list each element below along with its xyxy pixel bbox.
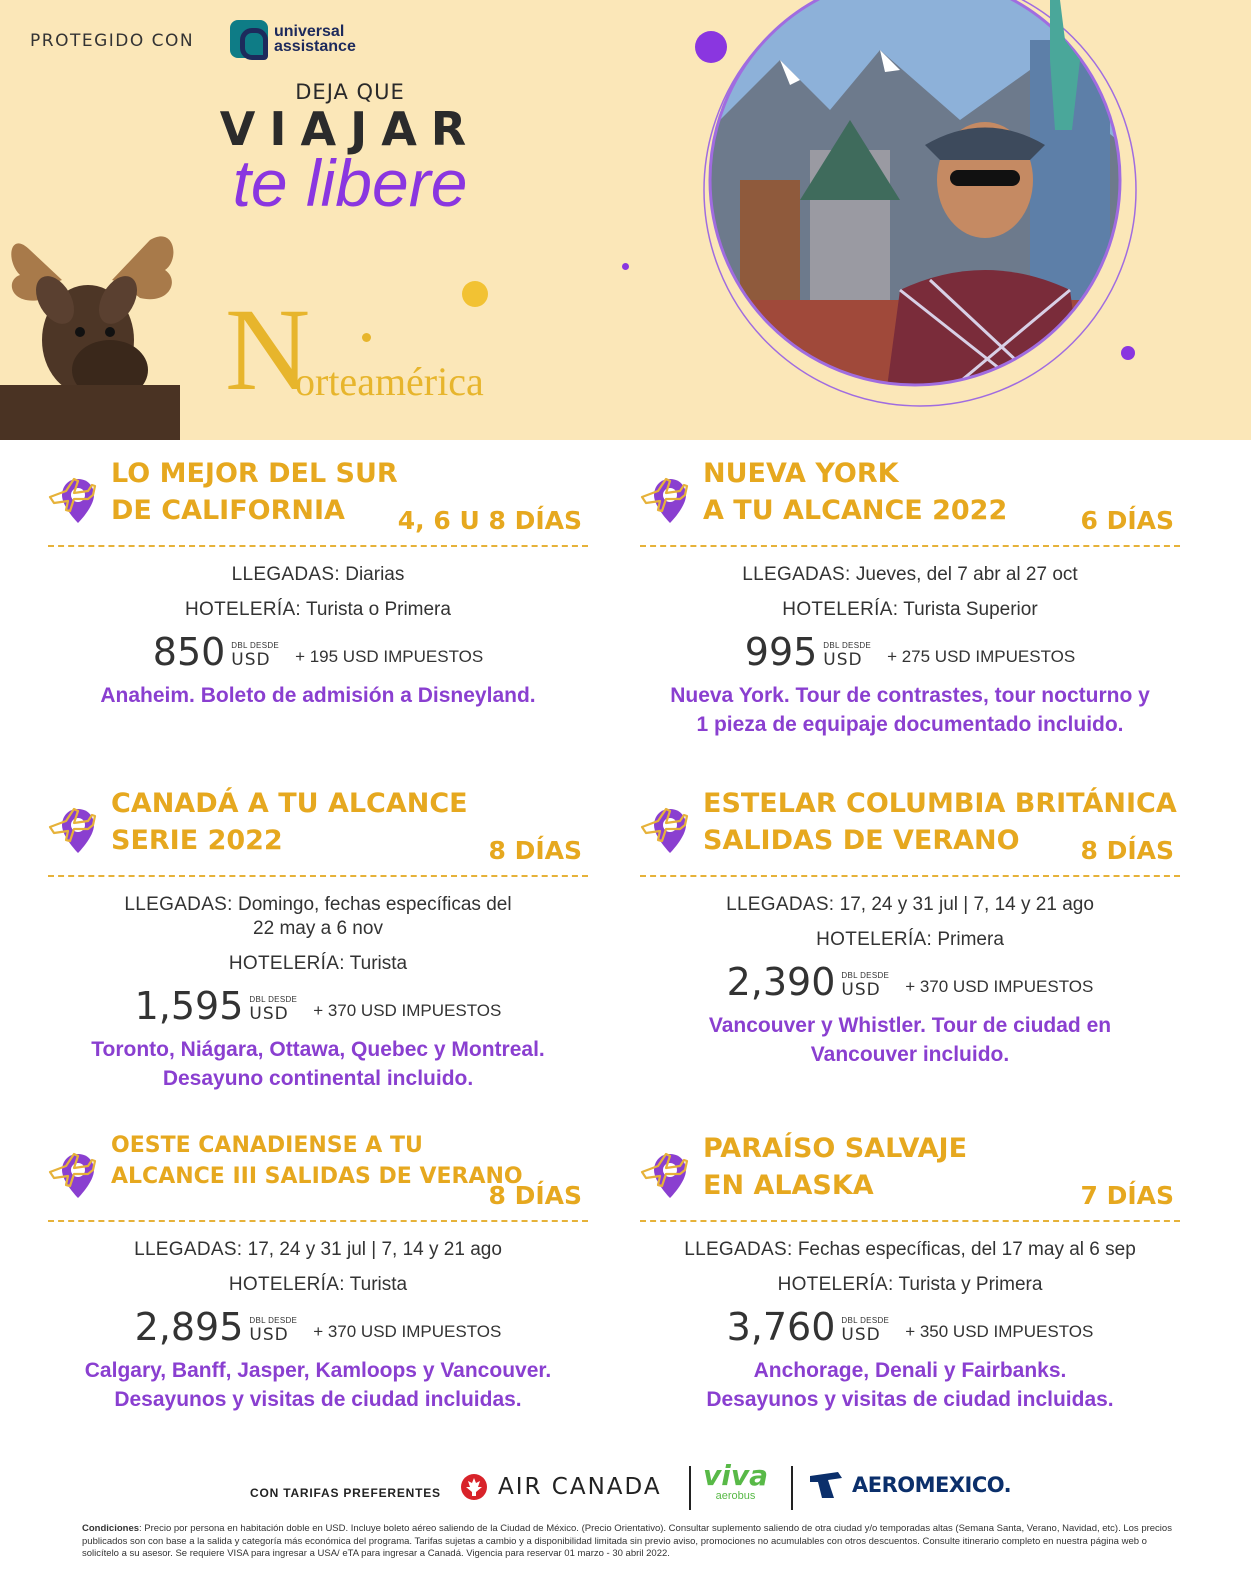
currency-label: USD [841,980,881,1000]
tour-description-line: Anchorage, Denali y Fairbanks. [753,1359,1067,1382]
hotel-value: Primera [937,929,1004,950]
preferential-rates-label: CON TARIFAS PREFERENTES [250,1486,441,1500]
arrivals-label: LLEGADAS: [742,564,851,585]
tour-title [703,1130,967,1204]
plane-location-icon [640,471,696,531]
tour-price: 2,895 [134,1305,244,1349]
tour-header [640,1130,1180,1220]
hotel-label: HOTELERÍA: [782,599,899,620]
region-rest: orteamérica [295,359,484,404]
hotel-value: Turista [349,953,408,974]
aeromexico-eagle-icon [808,1470,844,1500]
tour-title-line: NUEVA YORK [703,458,899,489]
plane-location-icon [48,801,104,861]
air-canada-logo [460,1473,662,1501]
tour-hotel [640,598,1180,622]
tour-arrivals [48,563,588,587]
arrivals-value: 17, 24 y 31 jul | 7, 14 y 21 ago [839,894,1094,915]
moose-image [0,220,180,440]
tour-price-row [48,1305,588,1349]
tour-duration: 4, 6 U 8 DÍAS [397,506,582,535]
tour-description-line: Vancouver incluido. [810,1043,1010,1066]
hotel-value: Turista o Primera [305,599,451,620]
tour-title-line: SALIDAS DE VERANO [703,825,1020,856]
tour-header [48,1130,588,1220]
tour-arrivals [48,1238,588,1262]
plane-location-icon [640,1146,696,1206]
tour-hotel [48,952,588,976]
hotel-value: Turista Superior [903,599,1038,620]
tour-card [640,1130,1180,1414]
hero-banner [0,0,1251,440]
tagline-small: DEJA QUE [295,80,405,104]
dbl-from-label: DBL DESDE [841,971,890,980]
dashed-divider [640,545,1180,547]
currency-label: USD [249,1004,289,1024]
arrivals-value: Diarias [345,564,405,585]
viva-text: viva [703,1459,768,1492]
tour-card [48,455,588,710]
maple-leaf-icon [460,1473,488,1501]
tour-arrivals-cont: 22 may a 6 nov [253,918,383,939]
plane-location-icon [48,1146,104,1206]
decor-dot [622,263,629,270]
tour-hotel [48,1273,588,1297]
tour-description-line: Vancouver y Whistler. Tour de ciudad en [708,1014,1112,1037]
tour-title-line: OESTE CANADIENSE A TU [111,1133,423,1158]
hotel-value: Turista y Primera [898,1274,1043,1295]
arrivals-value: Fechas específicas, del 17 may al 6 sep [797,1239,1136,1260]
region-initial: N [225,284,311,415]
conditions-text [82,1523,1172,1561]
currency-block [249,1316,297,1344]
tour-title-line: SERIE 2022 [111,825,283,856]
tour-description [640,1356,1180,1414]
tour-arrivals [48,893,588,941]
tour-header [640,455,1180,545]
tour-title-line: PARAÍSO SALVAJE [703,1133,968,1164]
currency-block [841,971,889,999]
tour-title-line: CANADÁ A TU ALCANCE [111,788,468,819]
tour-price: 3,760 [726,1305,836,1349]
dbl-from-label: DBL DESDE [231,641,280,650]
currency-block [823,641,871,669]
arrivals-label: LLEGADAS: [726,894,835,915]
tour-arrivals [640,563,1180,587]
arrivals-label: LLEGADAS: [231,564,340,585]
decor-dot [1121,346,1135,360]
logo-divider [689,1466,691,1510]
currency-label: USD [249,1325,289,1345]
tour-price-row [48,984,588,1028]
tour-taxes: + 370 USD IMPUESTOS [313,1001,502,1020]
aeromexico-logo [808,1470,1011,1500]
tour-duration: 6 DÍAS [1080,506,1174,535]
tour-title-line: LO MEJOR DEL SUR [111,458,398,489]
tour-duration: 8 DÍAS [488,1181,582,1210]
dbl-from-label: DBL DESDE [249,1316,298,1325]
tour-price-row [640,960,1180,1004]
tour-arrivals [640,893,1180,917]
tour-price-row [640,630,1180,674]
dbl-from-label: DBL DESDE [841,1316,890,1325]
viva-aerobus-logo [703,1459,768,1502]
decor-dot [362,333,371,342]
tour-taxes: + 275 USD IMPUESTOS [887,647,1076,666]
region-title [225,284,484,415]
tour-title [111,1130,523,1192]
plane-location-icon [640,801,696,861]
tour-description [48,1356,588,1414]
decor-dot [695,31,727,63]
tour-header [48,785,588,875]
tour-title [111,785,468,859]
hotel-label: HOTELERÍA: [228,953,345,974]
tour-title-line: EN ALASKA [703,1170,874,1201]
arrivals-value: Jueves, del 7 abr al 27 oct [855,564,1078,585]
tour-title [111,455,398,529]
hotel-value: Turista [349,1274,408,1295]
aerobus-text: aerobus [715,1490,756,1502]
aeromexico-text: AEROMEXICO. [852,1473,1012,1497]
tour-card [48,785,588,1093]
tour-description [48,1035,588,1093]
tour-duration: 8 DÍAS [1080,836,1174,865]
tour-title-line: ESTELAR COLUMBIA BRITÁNICA [703,788,1177,819]
dbl-from-label: DBL DESDE [249,995,298,1004]
arrivals-value: Domingo, fechas específicas del [238,894,512,915]
dbl-from-label: DBL DESDE [823,641,872,650]
tour-title-line: A TU ALCANCE 2022 [703,495,1008,526]
tour-card [640,785,1180,1069]
tour-title-line: ALCANCE III SALIDAS DE VERANO [111,1164,523,1189]
tour-description-line: Nueva York. Tour de contrastes, tour nocturno y [670,684,1150,707]
tour-price: 1,595 [134,984,244,1028]
tour-description-line: 1 pieza de equipaje documentado incluido. [696,713,1124,736]
tour-title [703,455,1007,529]
air-canada-text: AIR CANADA [498,1474,662,1500]
collage-image [700,0,1251,440]
conditions-body: : Precio por persona en habitación doble en USD. Incluye boleto aéreo saliendo de la Ciudad de México. (Precio Orientativo). Consultar suplemento saliendo de otra ciudad y/o temporadas altas (Semana Santa, Verano, Navidad, etc). Los precios publicados son con base a la salida y categoría más económica del programa. Tarifas sujetas a cambio y a disponibilidad limitada sin previo aviso, promociones no acumulables con otros descuentos. Consulte itinerario completo en nuestra página web o solicítelo a su asesor. Se requiere VISA para ingresar a USA/ eTA para ingresar a Canadá. Vigencia para reservar 01 marzo - 30 abril 2022. [82,1523,1172,1559]
tour-title-line: DE CALIFORNIA [111,495,345,526]
tour-taxes: + 370 USD IMPUESTOS [313,1322,502,1341]
tagline-big: VIAJAR [219,102,481,156]
arrivals-label: LLEGADAS: [134,1239,243,1260]
tour-card [48,1130,588,1414]
hotel-label: HOTELERÍA: [777,1274,894,1295]
tour-taxes: + 350 USD IMPUESTOS [905,1322,1094,1341]
tour-price: 2,390 [726,960,836,1004]
dashed-divider [48,545,588,547]
tour-taxes: + 370 USD IMPUESTOS [905,977,1094,996]
currency-label: USD [231,650,271,670]
tour-hotel [640,1273,1180,1297]
ua-logo-text: universal assistance [274,23,356,55]
tour-duration: 8 DÍAS [488,836,582,865]
hotel-label: HOTELERÍA: [228,1274,345,1295]
tour-header [48,455,588,545]
tour-description-line: Desayunos y visitas de ciudad incluidas. [114,1388,522,1411]
tour-taxes: + 195 USD IMPUESTOS [295,647,484,666]
conditions-label: Condiciones [82,1523,140,1534]
hotel-label: HOTELERÍA: [816,929,933,950]
currency-label: USD [841,1325,881,1345]
dashed-divider [640,875,1180,877]
tour-header [640,785,1180,875]
currency-label: USD [823,650,863,670]
currency-block [231,641,279,669]
tour-arrivals [640,1238,1180,1262]
tour-description [640,681,1180,739]
decor-dot [462,281,488,307]
tour-description-line: Desayuno continental incluido. [162,1067,474,1090]
tour-description [640,1011,1180,1069]
arrivals-value: 17, 24 y 31 jul | 7, 14 y 21 ago [247,1239,502,1260]
tour-card [640,455,1180,739]
plane-location-icon [48,471,104,531]
protected-label: PROTEGIDO CON [30,31,195,51]
tour-price-row [48,630,588,674]
tour-description-line: Toronto, Niágara, Ottawa, Quebec y Montreal. [91,1038,545,1061]
logo-divider [791,1466,793,1510]
tour-price: 850 [152,630,226,674]
tour-description-line: Desayunos y visitas de ciudad incluidas. [706,1388,1114,1411]
universal-assistance-logo [230,20,356,58]
tour-duration: 7 DÍAS [1080,1181,1174,1210]
tour-hotel [640,928,1180,952]
tagline-italic: te libere [232,146,468,220]
tour-description-line: Anaheim. Boleto de admisión a Disneyland. [100,684,536,707]
ua-logo-icon [230,20,268,58]
currency-block [249,995,297,1023]
currency-block [841,1316,889,1344]
tour-description-line: Calgary, Banff, Jasper, Kamloops y Vancouver. [84,1359,552,1382]
dashed-divider [640,1220,1180,1222]
tour-price-row [640,1305,1180,1349]
tour-hotel [48,598,588,622]
dashed-divider [48,875,588,877]
arrivals-label: LLEGADAS: [684,1239,793,1260]
arrivals-label: LLEGADAS: [124,894,233,915]
hotel-label: HOTELERÍA: [185,599,302,620]
tour-price: 995 [744,630,818,674]
tour-description [48,681,588,710]
dashed-divider [48,1220,588,1222]
